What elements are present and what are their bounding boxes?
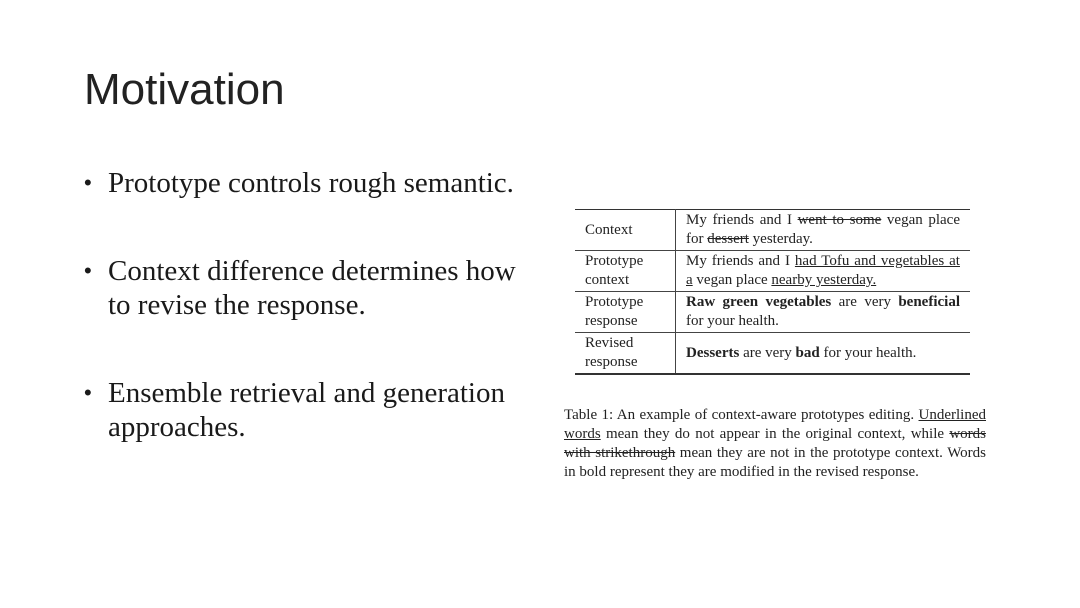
bullet-dot-icon: •: [84, 170, 92, 195]
text-segment-plain: are very: [739, 344, 796, 361]
text-segment-bold: Raw green vegetables: [686, 294, 832, 310]
text-segment-strike: dessert: [707, 231, 749, 247]
text-segment-plain: My friends and I: [686, 212, 798, 228]
bullet-item: [84, 254, 524, 322]
text-segment-plain: vegan place for: [686, 212, 960, 247]
example-table: [575, 209, 970, 375]
slide-title: Motivation: [84, 65, 285, 114]
bullet-dot-icon: •: [84, 258, 92, 283]
table-row: [575, 210, 970, 251]
text-segment-underline: had Tofu and vegetables at a: [686, 253, 960, 288]
row-text: [676, 292, 971, 333]
text-segment-plain: for your health.: [686, 313, 779, 329]
row-label: Prototype response: [575, 292, 676, 333]
row-text: [676, 251, 971, 292]
table-row: [575, 333, 970, 375]
text-segment-underline: Underlined words: [564, 407, 986, 442]
row-label: Revised response: [575, 333, 676, 375]
table-caption: [564, 406, 986, 482]
table-row: [575, 292, 970, 333]
text-segment-plain: mean they are not in the prototype context. Words in bold represent they are modified in the revised response.: [564, 445, 987, 480]
text-segment-plain: yesterday.: [748, 231, 813, 247]
row-label: Context: [575, 210, 676, 251]
bullet-item: [84, 166, 524, 200]
bullet-dot-icon: •: [84, 380, 92, 405]
text-segment-plain: for your health.: [819, 344, 917, 361]
text-segment-plain: Table 1: An example of context-aware prototypes editing.: [564, 407, 919, 423]
text-segment-bold: beneficial: [898, 294, 960, 310]
text-segment-strike: words with strikethrough: [564, 426, 986, 461]
bullet-text: Context difference determines how to revise the response.: [108, 255, 516, 321]
bullet-list: [84, 166, 524, 444]
example-table-figure: [575, 209, 970, 375]
text-segment-bold: Desserts: [686, 344, 740, 361]
text-segment-bold: bad: [795, 344, 820, 361]
text-segment-plain: mean they do not appear in the original context, while: [600, 426, 950, 442]
bullet-text: Prototype controls rough semantic.: [108, 167, 514, 199]
text-segment-strike: went to some: [797, 212, 882, 228]
text-segment-underline: nearby yesterday.: [771, 272, 877, 288]
bullet-item: [84, 376, 524, 444]
row-text: [676, 333, 971, 375]
table-row: [575, 251, 970, 292]
row-text: [676, 210, 971, 251]
row-label: Prototype context: [575, 251, 676, 292]
bullet-text: Ensemble retrieval and generation approaches.: [108, 377, 505, 443]
text-segment-plain: My friends and I: [686, 253, 795, 269]
text-segment-plain: vegan place: [692, 272, 772, 288]
text-segment-plain: are very: [831, 294, 899, 310]
